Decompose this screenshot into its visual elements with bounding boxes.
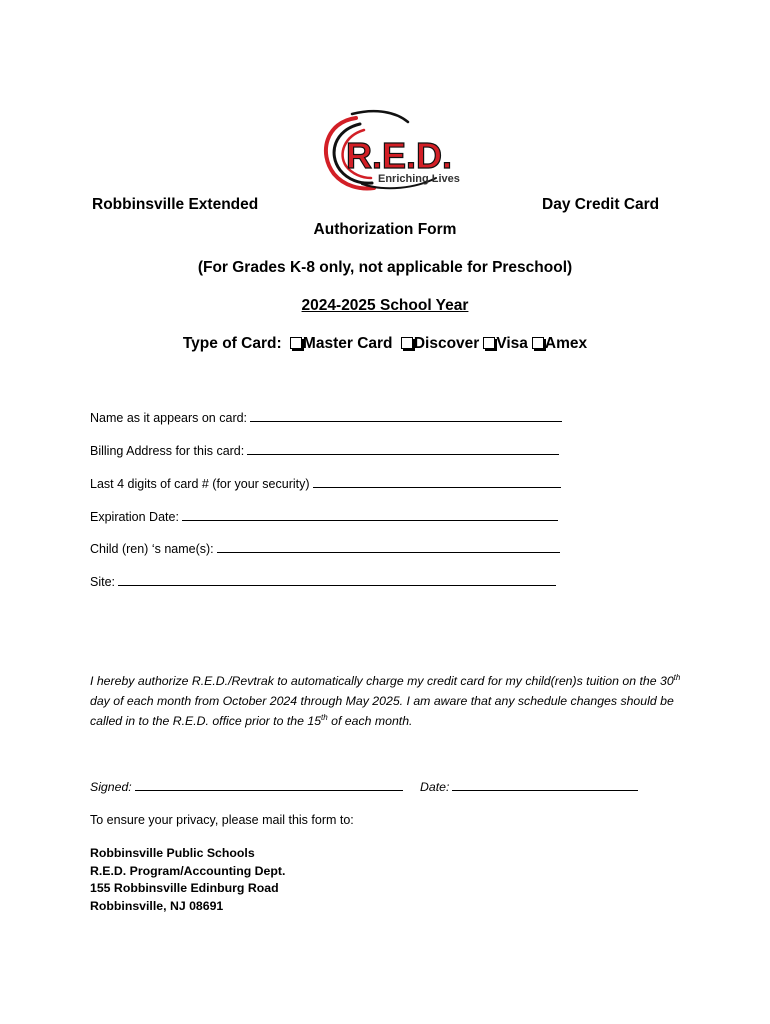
field-children [90,541,560,556]
field-site [90,574,556,589]
signed-row [90,779,403,794]
grades-note: (For Grades K-8 only, not applicable for Preschool) [197,259,573,276]
signed-label: Signed: [90,780,132,794]
auth-sup2: th [321,712,328,722]
card-type-label: Type of Card: [182,335,282,352]
title-left: Robbinsville Extended [92,196,259,213]
title-line2: Authorization Form [313,221,457,238]
logo-tagline-text: Enriching Lives [378,173,460,185]
field-billing-label: Billing Address for this card: [90,444,245,458]
option-master-card: Master Card [302,335,393,352]
signature-input-line[interactable] [135,779,403,791]
field-expiration-label: Expiration Date: [90,510,179,524]
authorization-text [90,671,690,731]
children-input-line[interactable] [217,541,560,553]
field-children-label: Child (ren) ‘s name(s): [90,542,214,556]
title-right: Day Credit Card [542,196,660,213]
option-amex: Amex [544,335,588,352]
date-row [420,779,638,794]
option-visa: Visa [496,335,528,352]
name-input-line[interactable] [250,410,562,422]
checkbox-discover[interactable] [401,337,413,349]
checkbox-amex[interactable] [532,337,544,349]
field-name-on-card [90,410,562,425]
address-line: R.E.D. Program/Accounting Dept. [90,863,286,878]
school-year: 2024-2025 School Year [301,297,469,314]
mail-intro: To ensure your privacy, please mail this form to: [90,813,354,827]
address-line: Robbinsville, NJ 08691 [90,898,224,913]
mail-address [90,845,285,915]
auth-part1: I hereby authorize R.E.D./Revtrak to automatically charge my credit card for my child(ren)s tuition on the 30 [90,674,674,688]
red-logo [316,108,466,194]
field-site-label: Site: [90,575,116,589]
expiration-input-line[interactable] [182,509,558,521]
site-input-line[interactable] [118,574,556,586]
auth-part3: of each month. [327,714,413,728]
field-last4-label: Last 4 digits of card # (for your security) [90,477,310,491]
logo-brand-text: R.E.D. [346,135,453,176]
card-type-row [0,335,770,353]
checkbox-master-card[interactable] [290,337,302,349]
field-expiration [90,509,558,524]
address-line: 155 Robbinsville Edinburg Road [90,881,279,895]
field-name-label: Name as it appears on card: [90,411,248,425]
auth-part2: day of each month from October 2024 through May 2025. I am aware that any schedule changes should be called in to the R.E.D. office prior to the 15 [90,694,674,728]
last4-input-line[interactable] [313,476,561,488]
address-line: Robbinsville Public Schools [90,846,255,860]
auth-sup1: th [673,672,681,682]
date-input-line[interactable] [452,779,638,791]
field-last4 [90,476,561,491]
date-label: Date: [420,780,450,794]
billing-input-line[interactable] [247,443,559,455]
option-discover: Discover [413,335,480,352]
checkbox-visa[interactable] [483,337,495,349]
field-billing-address [90,443,559,458]
